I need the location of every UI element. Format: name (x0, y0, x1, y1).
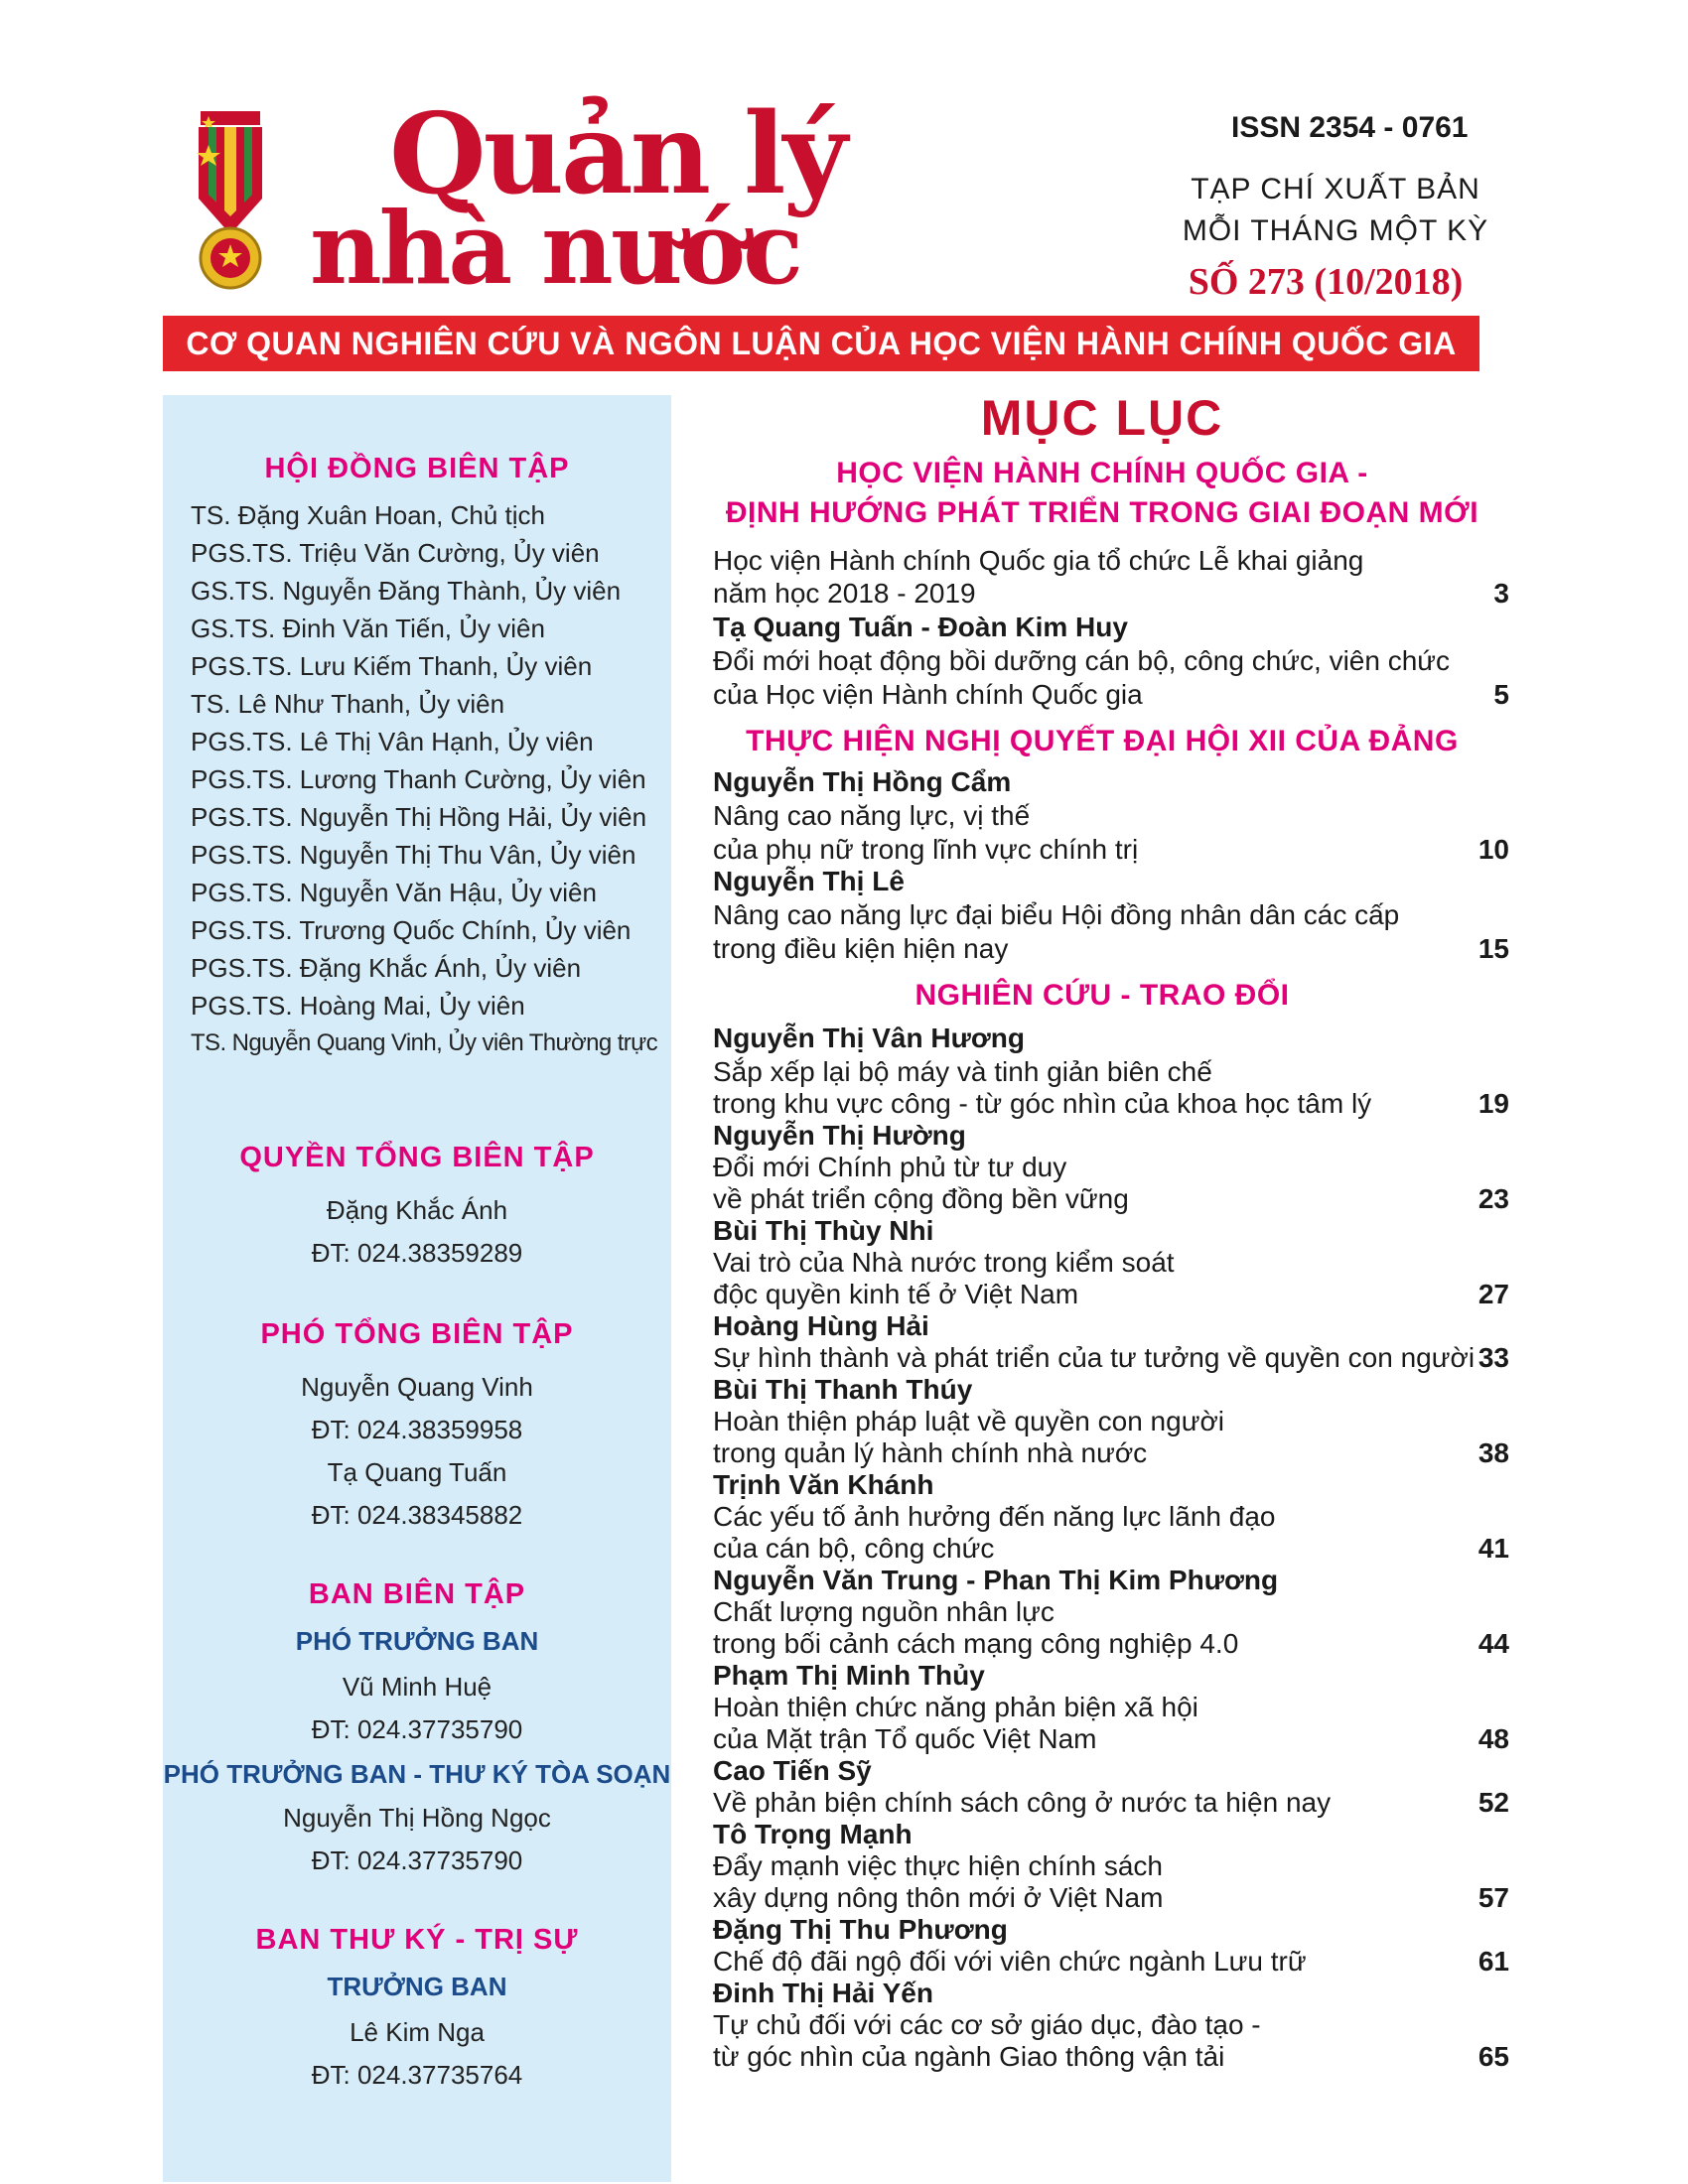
editorial-board-title: BAN BIÊN TẬP (308, 1578, 526, 1610)
board-member: PGS.TS. Nguyễn Thị Hồng Hải, Ủy viên (191, 802, 647, 832)
toc-page-number: 65 (1477, 2041, 1509, 2072)
banner (163, 316, 1479, 371)
board-member: PGS.TS. Hoàng Mai, Ủy viên (191, 991, 525, 1021)
toc-article-title: về phát triển cộng đồng bền vững (713, 1183, 1129, 1214)
deputy-editor-phone: ĐT: 024.38345882 (311, 1500, 523, 1530)
toc-author: Cao Tiến Sỹ (713, 1755, 872, 1786)
toc-page-number: 15 (1477, 933, 1509, 964)
editorial-secretary-title: PHÓ TRƯỞNG BAN - THƯ KÝ TÒA SOẠN (163, 1759, 671, 1789)
board-member: PGS.TS. Lương Thanh Cường, Ủy viên (191, 764, 646, 794)
board-title: HỘI ĐỒNG BIÊN TẬP (264, 453, 570, 484)
toc-page-number: 10 (1477, 834, 1509, 865)
board-member: GS.TS. Đinh Văn Tiến, Ủy viên (191, 614, 545, 643)
toc-article-title: Tự chủ đối với các cơ sở giáo dục, đào tạo - (713, 2009, 1261, 2040)
admin-title: BAN THƯ KÝ - TRỊ SỰ (255, 1924, 579, 1956)
acting-editor-name: Đặng Khắc Ánh (326, 1195, 508, 1225)
board-list (191, 496, 667, 1062)
toc-article-title: Nâng cao năng lực đại biểu Hội đồng nhân dân các cấp (713, 899, 1400, 930)
toc-article-title: trong quản lý hành chính nhà nước (713, 1437, 1148, 1468)
toc-page-number: 52 (1477, 1787, 1509, 1818)
issn: ISSN 2354 - 0761 (1231, 111, 1469, 144)
deputy-editor-title: PHÓ TỔNG BIÊN TẬP (260, 1318, 574, 1350)
toc-author: Nguyễn Thị Hồng Cẩm (713, 766, 1012, 797)
toc-article-title: Học viện Hành chính Quốc gia tổ chức Lễ khai giảng (713, 545, 1364, 576)
toc-article-title: năm học 2018 - 2019 (713, 578, 976, 609)
medal-emblem-icon (195, 111, 266, 294)
toc-article-title: Chế độ đãi ngộ đối với viên chức ngành Lưu trữ (713, 1946, 1307, 1977)
editorial-sidebar (163, 395, 671, 2182)
toc-article-title: xây dựng nông thôn mới ở Việt Nam (713, 1882, 1164, 1913)
toc-article-title: của Mặt trận Tổ quốc Việt Nam (713, 1723, 1097, 1754)
toc-author: Đặng Thị Thu Phương (713, 1914, 1008, 1945)
toc-article-title: độc quyền kinh tế ở Việt Nam (713, 1279, 1079, 1309)
deputy-editor-phone: ĐT: 024.38359958 (311, 1415, 523, 1444)
toc-page-number: 44 (1477, 1628, 1509, 1659)
editorial-deputy-name: Vũ Minh Huệ (342, 1672, 492, 1702)
toc-author: Hoàng Hùng Hải (713, 1310, 929, 1341)
toc-author: Nguyễn Văn Trung - Phan Thị Kim Phương (713, 1565, 1279, 1595)
toc-article-title: Nâng cao năng lực, vị thế (713, 800, 1031, 831)
toc-article-title: Sắp xếp lại bộ máy và tinh giản biên chế (713, 1056, 1212, 1087)
banner-text: CƠ QUAN NGHIÊN CỨU VÀ NGÔN LUẬN CỦA HỌC VIỆN HÀNH CHÍNH QUỐC GIA (186, 326, 1457, 361)
board-member: PGS.TS. Nguyễn Thị Thu Vân, Ủy viên (191, 840, 636, 870)
toc-author: Đinh Thị Hải Yến (713, 1978, 933, 2008)
toc-author: Nguyễn Thị Vân Hương (713, 1023, 1025, 1053)
admin-head-title: TRƯỞNG BAN (327, 1972, 507, 2001)
issue-number: SỐ 273 (10/2018) (1188, 261, 1464, 303)
editorial-deputy-phone: ĐT: 024.37735790 (311, 1714, 523, 1744)
publication-frequency (1172, 169, 1499, 252)
editorial-secretary-name: Nguyễn Thị Hồng Ngọc (283, 1803, 551, 1833)
toc-article-title: của phụ nữ trong lĩnh vực chính trị (713, 834, 1139, 865)
toc-article-title: Hoàn thiện pháp luật về quyền con người (713, 1406, 1225, 1436)
toc-article-title: Hoàn thiện chức năng phản biện xã hội (713, 1692, 1198, 1722)
toc-page-number: 33 (1477, 1342, 1509, 1373)
masthead-line-2: nhà nước (310, 190, 801, 307)
deputy-editor-name: Tạ Quang Tuấn (327, 1457, 507, 1487)
toc-article-title: Chất lượng nguồn nhân lực (713, 1596, 1055, 1627)
acting-editor-phone: ĐT: 024.38359289 (311, 1238, 523, 1268)
toc-page-number: 48 (1477, 1723, 1509, 1754)
toc-article-title: của cán bộ, công chức (713, 1533, 995, 1564)
toc-page-number: 27 (1477, 1279, 1509, 1309)
admin-phone: ĐT: 024.37735764 (311, 2060, 523, 2090)
toc-section-heading: THỰC HIỆN NGHỊ QUYẾT ĐẠI HỘI XII CỦA ĐẢNG (746, 725, 1459, 757)
toc-author: Bùi Thị Thanh Thúy (713, 1374, 973, 1405)
toc-article-title: Các yếu tố ảnh hưởng đến năng lực lãnh đạo (713, 1501, 1276, 1532)
toc-author: Nguyễn Thị Lê (713, 866, 905, 896)
board-member: TS. Nguyễn Quang Vinh, Ủy viên Thường trực (191, 1029, 658, 1056)
admin-name: Lê Kim Nga (350, 2017, 485, 2047)
publication-frequency-line-2: MỖI THÁNG MỘT KỲ (1182, 214, 1489, 247)
toc-author: Tô Trọng Mạnh (713, 1819, 913, 1849)
toc-author: Nguyễn Thị Hường (713, 1120, 966, 1151)
board-member: GS.TS. Nguyễn Đăng Thành, Ủy viên (191, 576, 622, 606)
editorial-deputy-head-title: PHÓ TRƯỞNG BAN (295, 1626, 539, 1656)
toc-article-title: Đổi mới hoạt động bồi dưỡng cán bộ, công chức, viên chức (713, 645, 1451, 676)
board-member: PGS.TS. Lưu Kiếm Thanh, Ủy viên (191, 651, 593, 681)
toc-article-title: trong khu vực công - từ góc nhìn của khoa học tâm lý (713, 1088, 1372, 1119)
board-member: PGS.TS. Trương Quốc Chính, Ủy viên (191, 915, 632, 945)
toc-section-heading: NGHIÊN CỨU - TRAO ĐỔI (914, 979, 1290, 1012)
board-member: TS. Lê Như Thanh, Ủy viên (191, 689, 505, 719)
acting-editor-title: QUYỀN TỔNG BIÊN TẬP (239, 1142, 595, 1173)
editorial-secretary-phone: ĐT: 024.37735790 (311, 1845, 523, 1875)
toc-page-number: 38 (1477, 1437, 1509, 1468)
toc-article-title: Đổi mới Chính phủ từ tư duy (713, 1152, 1067, 1182)
toc-article-title: trong điều kiện hiện nay (713, 933, 1009, 964)
toc-section-heading: HỌC VIỆN HÀNH CHÍNH QUỐC GIA - (836, 457, 1368, 489)
toc-page-number: 5 (1493, 679, 1509, 710)
board-member: TS. Đặng Xuân Hoan, Chủ tịch (191, 500, 545, 530)
toc-author: Tạ Quang Tuấn - Đoàn Kim Huy (713, 612, 1128, 642)
board-member: PGS.TS. Đặng Khắc Ánh, Ủy viên (191, 953, 582, 983)
toc-section-heading: ĐỊNH HƯỚNG PHÁT TRIỂN TRONG GIAI ĐOẠN MỚI (725, 496, 1479, 529)
toc-page-number: 23 (1477, 1183, 1509, 1214)
toc-page-number: 61 (1477, 1946, 1509, 1977)
board-member: PGS.TS. Triệu Văn Cường, Ủy viên (191, 538, 600, 568)
toc-article-title: Về phản biện chính sách công ở nước ta hiện nay (713, 1787, 1332, 1818)
toc-article-title: Sự hình thành và phát triển của tư tưởng về quyền con người (713, 1342, 1476, 1373)
toc-article-title: của Học viện Hành chính Quốc gia (713, 679, 1143, 710)
toc-article-title: từ góc nhìn của ngành Giao thông vận tải (713, 2041, 1225, 2072)
masthead-line-1: Quản lý (389, 89, 845, 219)
board-member: PGS.TS. Nguyễn Văn Hậu, Ủy viên (191, 878, 597, 907)
toc-page-number: 3 (1493, 578, 1509, 609)
toc-article-title: Đẩy mạnh việc thực hiện chính sách (713, 1850, 1163, 1881)
toc-article-title: Vai trò của Nhà nước trong kiểm soát (713, 1247, 1175, 1278)
board-member: PGS.TS. Lê Thị Vân Hạnh, Ủy viên (191, 727, 594, 756)
toc-title: MỤC LỤC (980, 390, 1224, 446)
toc-article-title: trong bối cảnh cách mạng công nghiệp 4.0 (713, 1628, 1239, 1659)
toc-author: Phạm Thị Minh Thủy (713, 1660, 985, 1691)
toc-author: Trịnh Văn Khánh (713, 1469, 934, 1500)
toc-page-number: 57 (1477, 1882, 1509, 1913)
publication-frequency-line-1: TẠP CHÍ XUẤT BẢN (1191, 173, 1480, 205)
deputy-editor-name: Nguyễn Quang Vinh (301, 1372, 533, 1402)
masthead-logo (310, 89, 866, 307)
toc-page-number: 19 (1477, 1088, 1509, 1119)
toc-page-number: 41 (1477, 1533, 1509, 1564)
toc-author: Bùi Thị Thùy Nhi (713, 1215, 934, 1246)
